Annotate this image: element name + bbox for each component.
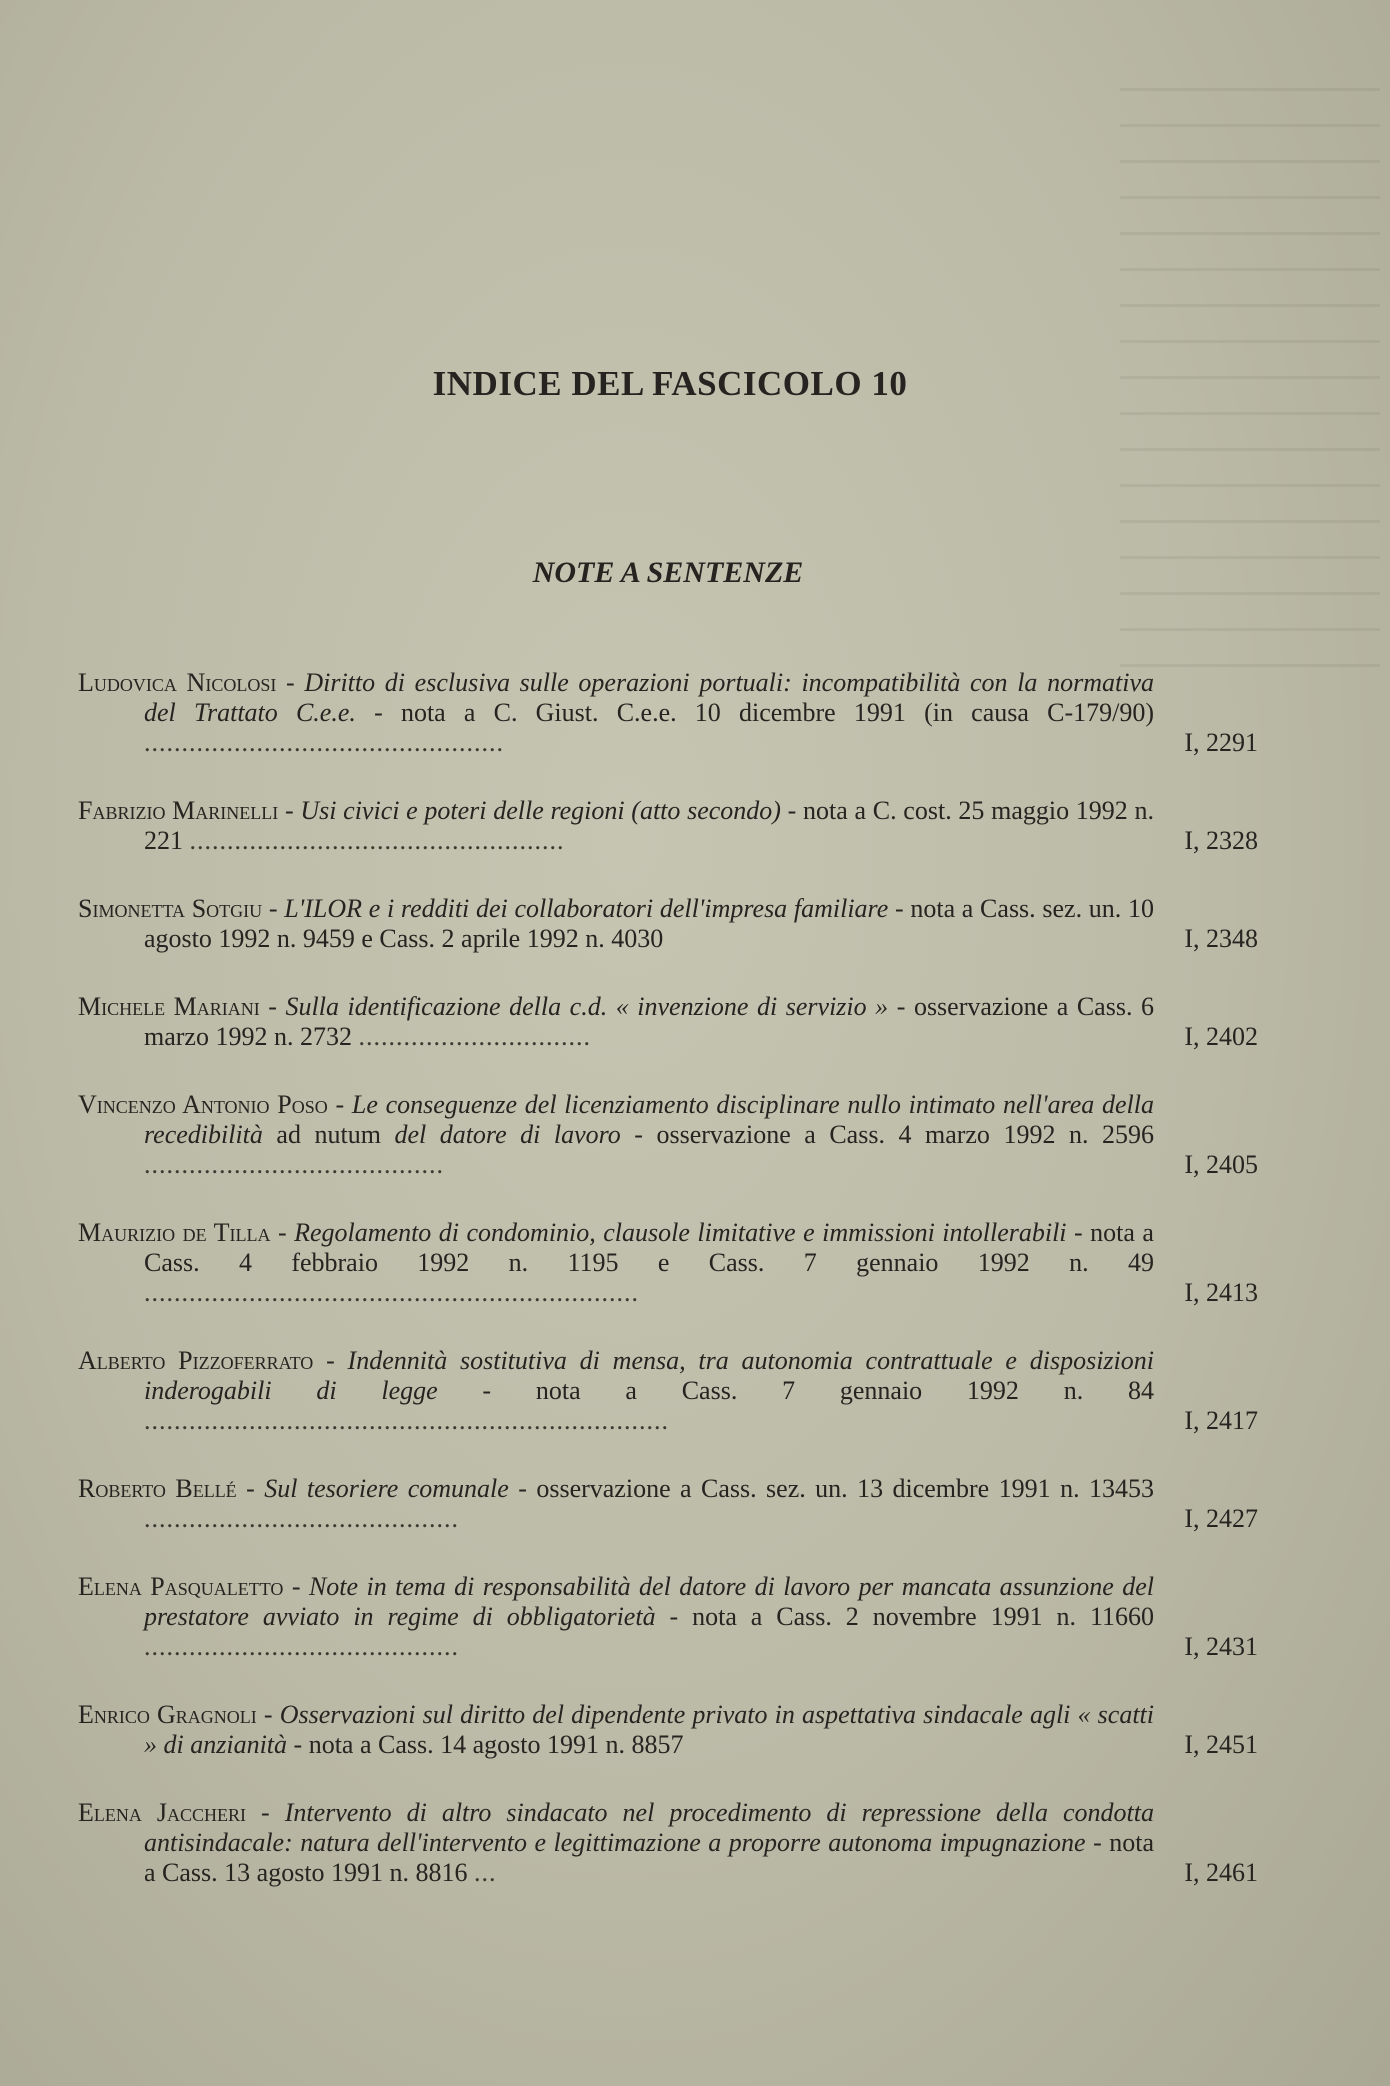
entry-text: Elena Jaccheri - Intervento di altro sindacato nel procedimento di repressione della condotta antisindacale: natura dell'intervento e legittimazione a proporre autonoma impugnazione - nota a Cass. 13 agosto 1991 n. 8816 ... [78,1798,1154,1887]
entry-author: Maurizio de Tilla [78,1218,271,1247]
entry-page-ref: I, 2413 [1184,1278,1258,1307]
index-entries [78,668,1258,1926]
entry-title: Diritto di esclusiva sulle operazioni portuali: incompatibilità con la normativa del Trattato C.e.e. [144,668,1154,727]
entry-text: Enrico Gragnoli - Osservazioni sul diritto del dipendente privato in aspettativa sindacale agli « scatti » di anzianità - nota a Cass. 14 agosto 1991 n. 8857 [78,1700,1155,1759]
entry-note: nota a Cass. 7 gennaio 1992 n. 84 [535,1376,1154,1405]
dot-leader: ............................... [358,1022,591,1051]
entry-page-ref: I, 2427 [1184,1504,1258,1533]
entry-page-ref: I, 2417 [1184,1406,1258,1435]
entry-note: nota a Cass. 14 agosto 1991 n. 8857 [308,1730,684,1759]
entry-text: Ludovica Nicolosi - Diritto di esclusiva sulle operazioni portuali: incompatibilità con la normativa del Trattato C.e.e. - nota a C. Giust. C.e.e. 10 dicembre 1991 (in causa C-179/90) ................................................ [78,668,1154,757]
entry-author: Elena Jaccheri [78,1798,247,1827]
entry-text: Maurizio de Tilla - Regolamento di condominio, clausole limitative e immissioni intollerabili - nota a Cass. 4 febbraio 1992 n. 1195 e Cass. 7 gennaio 1992 n. 49 .................................................................. [78,1218,1154,1307]
index-entry [78,668,1258,758]
entry-title: Le conseguenze del licenziamento disciplinare nullo intimato nell'area della recedibilità [144,1090,1155,1149]
index-entry [78,992,1258,1052]
index-entry [78,1474,1258,1534]
entry-title: Usi civici e poteri delle regioni (atto secondo) [300,796,781,825]
entry-page-ref: I, 2431 [1184,1632,1258,1661]
entry-title: Osservazioni sul diritto del dipendente privato in aspettativa sindacale agli « scatti » di anzianità [144,1700,1155,1759]
entry-page-ref: I, 2451 [1184,1730,1258,1759]
entry-note: nota a Cass. 2 novembre 1991 n. 11660 [692,1602,1154,1631]
index-entry [78,796,1258,856]
entry-author: Elena Pasqualetto [78,1572,284,1601]
entry-text: Michele Mariani - Sulla identificazione della c.d. « invenzione di servizio » - osservazione a Cass. 6 marzo 1992 n. 2732 ............................... [78,992,1154,1051]
entry-title: Sul tesoriere comunale [264,1474,509,1503]
entry-title: Regolamento di condominio, clausole limitative e immissioni intollerabili [294,1218,1067,1247]
page-title: INDICE DEL FASCICOLO 10 [432,364,908,403]
index-entry [78,1700,1258,1760]
dot-leader: ... [474,1858,497,1887]
dot-leader: ........................................ [144,1150,444,1179]
index-entry [78,1798,1258,1888]
entry-author: Michele Mariani [78,992,260,1021]
entry-page-ref: I, 2291 [1184,728,1258,757]
entry-author: Ludovica Nicolosi [78,668,277,697]
entry-note: nota a C. Giust. C.e.e. 10 dicembre 1991 (in causa C-179/90) [400,698,1154,727]
entry-title-roman: ad nutum [276,1120,381,1149]
entry-page-ref: I, 2348 [1184,924,1258,953]
entry-title-tail: del datore di lavoro [394,1120,621,1149]
entry-note: nota a Cass. 13 agosto 1991 n. 8816 [144,1828,1154,1887]
dot-leader: ................................................ [144,728,504,757]
entry-text: Alberto Pizzoferrato - Indennità sostitutiva di mensa, tra autonomia contrattuale e disposizioni inderogabili di legge - nota a Cass. 7 gennaio 1992 n. 84 ...................................................................... [78,1346,1154,1435]
entry-note: osservazione a Cass. 6 marzo 1992 n. 2732 [144,992,1154,1051]
index-entry [78,894,1258,954]
entry-page-ref: I, 2328 [1184,826,1258,855]
index-entry [78,1218,1258,1308]
entry-title: Sulla identificazione della c.d. « invenzione di servizio » [285,992,889,1021]
entry-author: Alberto Pizzoferrato [78,1346,314,1375]
dot-leader: .......................................... [144,1632,459,1661]
entry-author: Roberto Bellé [78,1474,237,1503]
entry-page-ref: I, 2461 [1184,1858,1258,1887]
entry-author: Vincenzo Antonio Poso [78,1090,328,1119]
index-entry [78,1346,1258,1436]
dot-leader: ...................................................................... [144,1406,669,1435]
index-entry [78,1090,1258,1180]
section-title: NOTE A SENTENZE [532,556,804,589]
entry-title: Intervento di altro sindacato nel procedimento di repressione della condotta antisindacale: natura dell'intervento e legittimazione a proporre autonoma impugnazione [144,1798,1154,1857]
entry-page-ref: I, 2405 [1184,1150,1258,1179]
entry-note: nota a C. cost. 25 maggio 1992 n. 221 [144,796,1154,855]
dot-leader: .................................................. [189,826,565,855]
entry-note: nota a Cass. sez. un. 10 agosto 1992 n. 9459 e Cass. 2 aprile 1992 n. 4030 [144,894,1154,953]
entry-author: Simonetta Sotgiu [78,894,263,923]
index-entry [78,1572,1258,1662]
entry-text: Simonetta Sotgiu - L'ILOR e i redditi dei collaboratori dell'impresa familiare - nota a Cass. sez. un. 10 agosto 1992 n. 9459 e Cass. 2 aprile 1992 n. 4030 [78,894,1154,953]
entry-note: osservazione a Cass. sez. un. 13 dicembre 1991 n. 13453 [536,1474,1154,1503]
entry-text: Vincenzo Antonio Poso - Le conseguenze del licenziamento disciplinare nullo intimato nell'area della recedibilità ad nutum del datore di lavoro - osservazione a Cass. 4 marzo 1992 n. 2596 ........................................ [78,1090,1155,1179]
entry-note: nota a Cass. 4 febbraio 1992 n. 1195 e Cass. 7 gennaio 1992 n. 49 [144,1218,1154,1277]
entry-text: Fabrizio Marinelli - Usi civici e poteri delle regioni (atto secondo) - nota a C. cost. 25 maggio 1992 n. 221 .................................................. [78,796,1154,855]
entry-note: osservazione a Cass. 4 marzo 1992 n. 2596 [656,1120,1154,1149]
dot-leader: .................................................................. [144,1278,639,1307]
entry-text: Roberto Bellé - Sul tesoriere comunale - osservazione a Cass. sez. un. 13 dicembre 1991 n. 13453 .......................................... [78,1474,1154,1533]
entry-author: Enrico Gragnoli [78,1700,257,1729]
dot-leader: .......................................... [144,1504,459,1533]
entry-title: Note in tema di responsabilità del datore di lavoro per mancata assunzione del prestatore avviato in regime di obbligatorietà [144,1572,1154,1631]
entry-text: Elena Pasqualetto - Note in tema di responsabilità del datore di lavoro per mancata assunzione del prestatore avviato in regime di obbligatorietà - nota a Cass. 2 novembre 1991 n. 11660 .......................................... [78,1572,1154,1661]
entry-title: L'ILOR e i redditi dei collaboratori dell'impresa familiare [284,894,889,923]
entry-title: Indennità sostitutiva di mensa, tra autonomia contrattuale e disposizioni inderogabili di legge [144,1346,1154,1405]
entry-author: Fabrizio Marinelli [78,796,279,825]
entry-page-ref: I, 2402 [1184,1022,1258,1051]
